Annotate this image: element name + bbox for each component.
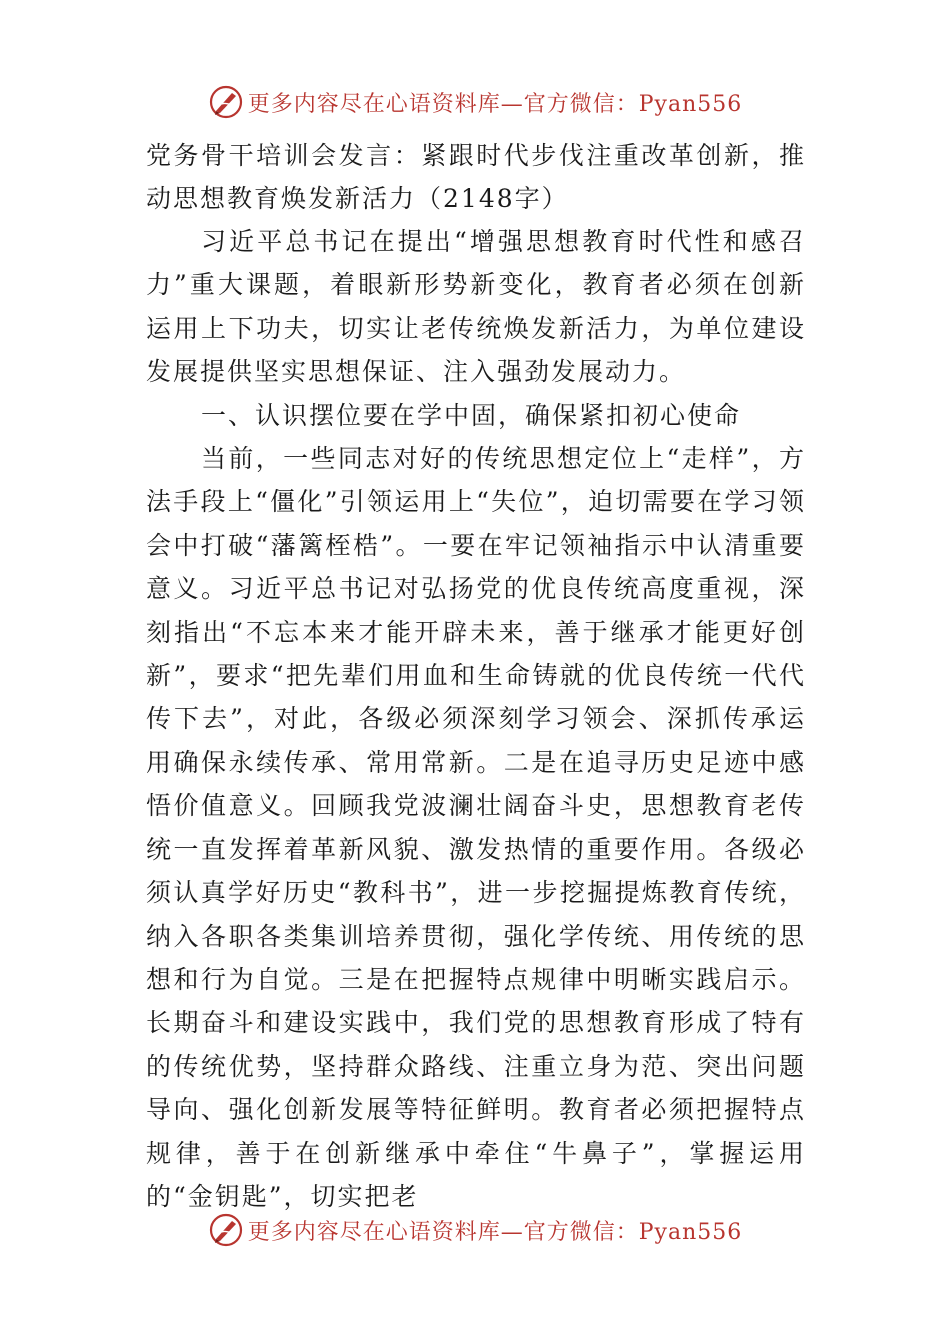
section-paragraph: 当前，一些同志对好的传统思想定位上“走样”，方法手段上“僵化”引领运用上“失位”，迫切需要在学习领会中打破“藩篱桎梏”。一要在牢记领袖指示中认清重要意义。习近平总书记对弘扬党的优良传统高度重视，深刻指出“不忘本来才能开辟未来，善于继承才能更好创新”，要求“把先辈们用血和生命铸就的优良传统一代代传下去”，对此，各级必须深刻学习领会、深抓传承运用确保永续传承、常用常新。二是在追寻历史足迹中感悟价值意义。回顾我党波澜壮阔奋斗史，思想教育老传统一直发挥着革新风貌、激发热情的重要作用。各级必须认真学好历史“教科书”，进一步挖掘提炼教育传统，纳入各职各类集训培养贯彻，强化学传统、用传统的思想和行为自觉。三是在把握特点规律中明晰实践启示。长期奋斗和建设实践中，我们党的思想教育形成了特有的传统优势，坚持群众路线、注重立身为范、突出问题导向、强化创新发展等特征鲜明。教育者必须把握特点规律，善于在创新继承中牵住“牛鼻子”，掌握运用的“金钥匙”，切实把老 <box>146 444 806 1211</box>
pen-logo-icon <box>208 84 244 120</box>
pen-logo-icon <box>208 1212 244 1248</box>
footer-banner-text: 更多内容尽在心语资料库—官方微信：Pyan556 <box>247 1219 743 1245</box>
intro-paragraph: 习近平总书记在提出“增强思想教育时代性和感召力”重大课题，着眼新形势新变化，教育者必须在创新运用上下功夫，切实让老传统焕发新活力，为单位建设发展提供坚实思想保证、注入强劲发展动力。 <box>146 227 806 387</box>
document-title: 党务骨干培训会发言：紧跟时代步伐注重改革创新，推动思想教育焕发新活力（2148字） <box>146 141 806 213</box>
footer-banner <box>0 1208 950 1252</box>
header-banner-text: 更多内容尽在心语资料库—官方微信：Pyan556 <box>247 91 743 117</box>
document-body <box>146 134 806 1218</box>
header-banner <box>0 80 950 124</box>
section-heading: 一、认识摆位要在学中固，确保紧扣初心使命 <box>201 400 742 430</box>
